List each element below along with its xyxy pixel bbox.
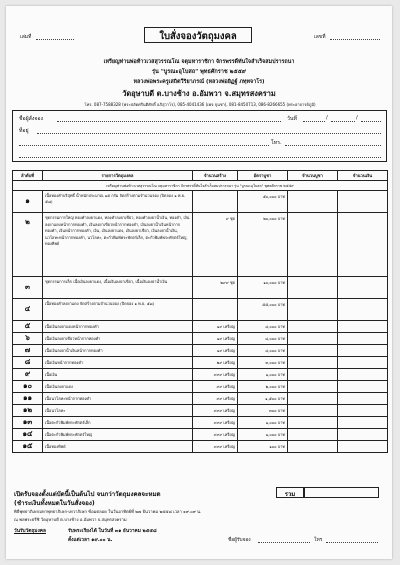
intro-line3: หลวงพ่อพระครูเสถิตวีริยาภรณ์ (หลวงพ่อยิฏฐ์ ภทฺทจาโร)	[133, 79, 265, 85]
row-amount-input[interactable]	[338, 393, 388, 405]
row-no: ๑	[13, 191, 43, 213]
table-row	[13, 321, 388, 333]
row-item: เนื้อเงินลงยาแดง	[43, 381, 193, 393]
row-amount-input[interactable]	[338, 191, 388, 213]
intro-line2: รุ่น "บูรณะอุโบสถ" พุทธศักราช ๒๕๕๙	[152, 69, 246, 75]
row-amount-input[interactable]	[338, 429, 388, 441]
row-amount-input[interactable]	[338, 357, 388, 369]
row-item: เนื้อนวโลหะหน้ากากทองคำ	[43, 393, 193, 405]
row-order-qty-input[interactable]	[288, 429, 338, 441]
table-row	[13, 381, 388, 393]
row-price: ๕๕,๐๐๐ บาท	[238, 299, 288, 321]
row-item: เนื้อเงินลงยาน้ำเงินหน้ากากทองคำ	[43, 345, 193, 357]
row-no: ๔	[13, 299, 43, 321]
row-item: เนื้อตะกั่วพิมพ์พระพักตร์เล็ก	[43, 417, 193, 429]
row-order-qty-input[interactable]	[288, 191, 338, 213]
row-price: ๑,๕๐๐ บาท	[238, 393, 288, 405]
phone-input[interactable]	[285, 145, 381, 146]
header-order-qty: จำนวนบูชา	[288, 171, 338, 181]
date-day-input[interactable]	[303, 121, 325, 122]
row-amount-input[interactable]	[338, 381, 388, 393]
row-price: ๓,๐๐๐ บาท	[238, 357, 288, 369]
row-price: ๑๐๐ บาท	[238, 441, 288, 453]
total-label-box	[276, 487, 304, 498]
form-title: ใบสั่งจองวัตถุมงคล	[159, 31, 237, 42]
row-price: ๑๐,๐๐๐ บาท	[238, 277, 288, 299]
ceremony-line2: ณ พลพระธรีชิ วัดอุษาบดี ต.บางช้าง อ.อัมพวา จ.สมุทรสงคราม	[14, 517, 127, 522]
table-subtitle: เหรียญท่านพ่อท้าวเวสสุวรรณโณ จตุมหาราชิกา จักรพรรดิ์ทันใจสำเร็จสมปรารถนา รุ่น "บูรณะอุโบสถ" พุทธศักราช ๒๕๕๙	[13, 181, 388, 191]
doc-no-line[interactable]	[330, 39, 380, 40]
row-item: เนื้อตะกั่วพิมพ์พระพักตร์ใหญ่	[43, 429, 193, 441]
row-price: ๒๐,๐๐๐ บาท	[238, 213, 288, 277]
row-price: ๔,๐๐๐ บาท	[238, 333, 288, 345]
order-form-page	[6, 6, 392, 559]
row-order-qty-input[interactable]	[288, 369, 338, 381]
row-item: เนื้อเงินลงยาแดงหน้ากากทองคำ	[43, 321, 193, 333]
book-no-line[interactable]	[36, 39, 74, 40]
header-qty: จำนวนสร้าง	[193, 171, 238, 181]
row-qty: ๒๙๙ ชุด	[193, 277, 238, 299]
total-amount-field[interactable]	[304, 487, 379, 498]
row-amount-input[interactable]	[338, 333, 388, 345]
table-header-row	[13, 171, 388, 181]
row-no: ๑๑	[13, 393, 43, 405]
row-no: ๘	[13, 357, 43, 369]
pickup-label: วันรับวัตถุมงคล	[14, 529, 46, 534]
row-qty: ๙๙ เหรียญ	[193, 381, 238, 393]
row-item: เนื้อเงินลงยาเขียวหน้ากากทองคำ	[43, 333, 193, 345]
row-amount-input[interactable]	[338, 405, 388, 417]
row-order-qty-input[interactable]	[288, 277, 338, 299]
name-label: ชื่อผู้สั่งจอง	[19, 116, 44, 122]
total-label: รวม	[284, 491, 296, 498]
row-order-qty-input[interactable]	[288, 441, 338, 453]
header-no: ลำดับที่	[13, 171, 43, 181]
row-order-qty-input[interactable]	[288, 357, 338, 369]
row-item: เนื้อทองคำลงยาแดง จัดสร้างตามจำนวนจอง (ปิดจอง ๑ พ.ย. ๕๘)	[43, 299, 193, 321]
date-separator-1: /	[326, 115, 328, 121]
row-no: ๑๕	[13, 441, 43, 453]
signature-label: ชื่อผู้รับจอง	[228, 538, 251, 543]
row-no: ๕	[13, 321, 43, 333]
signature-phone-label: โทร	[314, 538, 323, 543]
row-qty: ๙๙๙ เหรียญ	[193, 429, 238, 441]
row-no: ๙	[13, 369, 43, 381]
row-order-qty-input[interactable]	[288, 417, 338, 429]
row-no: ๑๐	[13, 381, 43, 393]
row-qty	[193, 299, 238, 321]
row-order-qty-input[interactable]	[288, 405, 338, 417]
row-qty: ๙๙๙ เหรียญ	[193, 369, 238, 381]
notice-line1: เปิดรับจองตั้งแต่บัดนี้เป็นต้นไป จนกว่าวัตถุมงคลจะหมด	[14, 491, 161, 498]
table-row	[13, 369, 388, 381]
row-qty: ๒๙ เหรียญ	[193, 357, 238, 369]
row-qty: ๙๙๙ เหรียญ	[193, 405, 238, 417]
row-order-qty-input[interactable]	[288, 333, 338, 345]
row-amount-input[interactable]	[338, 345, 388, 357]
row-item: เนื้อทองคำบริสุทธิ์ น้ำหนักประมาณ ๑๕ กรัม จัดสร้างตามจำนวนจอง (ปิดจอง ๑ พ.ย. ๕๘)	[43, 191, 193, 213]
row-order-qty-input[interactable]	[288, 381, 338, 393]
row-qty: ๙๙๙ เหรียญ	[193, 441, 238, 453]
row-no: ๓	[13, 277, 43, 299]
doc-no-label: เลขที่	[314, 34, 326, 40]
row-amount-input[interactable]	[338, 213, 388, 277]
row-price: ๑,๐๐๐ บาท	[238, 417, 288, 429]
row-price: ๔,๐๐๐ บาท	[238, 321, 288, 333]
form-title-box	[144, 27, 252, 43]
row-qty	[193, 191, 238, 213]
header-item: รายการวัตถุมงคล	[43, 171, 193, 181]
row-price: ๑,๐๐๐ บาท	[238, 429, 288, 441]
ceremony-line1: พิธีพุทธาภิเษกมหาพุทธาภิเษก-เทวาภิเษก ซ้อมตลอด ในวันอาทิตย์ที่ ๒๗ ธันวาคม ๒๕๕๘ เวลา ๑๙.๐๙ น.	[14, 509, 202, 514]
row-amount-input[interactable]	[338, 417, 388, 429]
row-no: ๑๒	[13, 405, 43, 417]
row-no: ๑๔	[13, 429, 43, 441]
address-input-2[interactable]	[19, 145, 269, 146]
date-label: วันที่	[287, 116, 297, 122]
row-order-qty-input[interactable]	[288, 345, 338, 357]
table-subtitle-row	[13, 181, 388, 191]
temple-name: วัดอุษาบดี ต.บางช้าง อ.อัมพวา จ.สมุทรสงคราม	[122, 89, 276, 98]
table-row	[13, 405, 388, 417]
address-input-1[interactable]	[37, 133, 381, 134]
row-price: ๓๐๐ บาท	[238, 405, 288, 417]
pickup-line1: รับพระเรียงได้ ในวันที่ ๓๑ ธันวาคม ๒๕๕๘	[68, 529, 157, 534]
row-no: ๒	[13, 213, 43, 277]
items-table	[12, 170, 388, 453]
row-amount-input[interactable]	[338, 277, 388, 299]
row-qty: ๑๙ เหรียญ	[193, 321, 238, 333]
date-year-input[interactable]	[361, 121, 381, 122]
row-qty: ๙๙ เหรียญ	[193, 393, 238, 405]
table-row	[13, 345, 388, 357]
customer-info-box	[12, 110, 387, 162]
row-no: ๑๓	[13, 417, 43, 429]
address-label: ที่อยู่	[19, 128, 29, 134]
intro-line1: เหรียญท่านพ่อท้าวเวสสุวรรณโณ จตุมหาราชิกา จักรพรรดิ์ทันใจสำเร็จสมปรารถนา	[103, 59, 295, 65]
table-row	[13, 429, 388, 441]
date-separator-2: /	[356, 115, 358, 121]
table-row	[13, 277, 388, 299]
signature-input[interactable]	[258, 542, 310, 543]
row-amount-input[interactable]	[338, 299, 388, 321]
table-row	[13, 191, 388, 213]
row-item: เนื้อเงินหน้ากากทองคำ	[43, 357, 193, 369]
row-price: ๔,๐๐๐ บาท	[238, 345, 288, 357]
row-amount-input[interactable]	[338, 441, 388, 453]
row-price: ๕๐,๐๐๐ บาท	[238, 191, 288, 213]
row-item: ชุดกรรมการเล็ก เนื้อเงินลงยาแดง, เนื้อเงินลงยาเขียว, เนื้อเงินลงยาน้ำเงิน	[43, 277, 193, 299]
row-no: ๗	[13, 345, 43, 357]
table-row	[13, 213, 388, 277]
phone-label: โทร.	[271, 140, 282, 146]
row-qty: ๙๙๙ เหรียญ	[193, 417, 238, 429]
pickup-line2: ตั้งแต่เวลา ๑๙.๐๐ น.	[68, 538, 113, 543]
table-row	[13, 333, 388, 345]
contact-phones: โทร. 087-7588328 (พระปลัดศรีนติศักดิ์ อภิสุวาโร), 085-4041436 (เพจ จุนชา), 081-8450713, 086-8266655 (พระอาจารย์ภูมิ)	[84, 102, 316, 107]
row-order-qty-input[interactable]	[288, 299, 338, 321]
book-no-label: เล่มที่	[20, 34, 32, 40]
row-order-qty-input[interactable]	[288, 393, 338, 405]
row-qty: ๑๙ เหรียญ	[193, 345, 238, 357]
signature-phone-input[interactable]	[326, 542, 378, 543]
row-item: ชุดกรรมการใหญ่ ทองคำลงยาแดง, ทองคำลงยาเขียว, ทองคำลงยาน้ำเงิน, ทองคำ, เงินลงยาแดงหน้ากากทองคำ, เงินลงยาเขียวหน้ากากทองคำ, เงินลงยาน้ำเงินหน้ากากทองคำ, เงินหน้ากากทองคำ, เงิน, เงินลงยาแดง, เงินลงยาเขียว, เงินลงยาน้ำเงิน, นวโลหะหน้ากากทองคำ, นวโลหะ, ตะกั่วพิมพ์พระพักตร์เล็ก, ตะกั่วพิมพ์พระพักตร์ใหญ่, ทองทิพย์	[43, 213, 193, 277]
table-row	[13, 299, 388, 321]
row-amount-input[interactable]	[338, 321, 388, 333]
row-amount-input[interactable]	[338, 369, 388, 381]
date-month-input[interactable]	[331, 121, 355, 122]
address-input-3[interactable]	[19, 157, 381, 158]
table-row	[13, 393, 388, 405]
table-row	[13, 417, 388, 429]
row-item: เนื้อเงิน	[43, 369, 193, 381]
row-price: ๒,๐๐๐ บาท	[238, 381, 288, 393]
table-row	[13, 441, 388, 453]
name-input[interactable]	[57, 121, 281, 122]
row-item: เนื้อทองทิพย์	[43, 441, 193, 453]
row-item: เนื้อนวโลหะ	[43, 405, 193, 417]
row-no: ๖	[13, 333, 43, 345]
header-price: อัตราบูชา	[238, 171, 288, 181]
row-qty: ๑๙ เหรียญ	[193, 333, 238, 345]
row-order-qty-input[interactable]	[288, 321, 338, 333]
header-amount: จำนวนเงิน	[338, 171, 388, 181]
row-qty: ๙ ชุด	[193, 213, 238, 277]
table-row	[13, 357, 388, 369]
row-order-qty-input[interactable]	[288, 213, 338, 277]
notice-line2: (ชำระเงินทั้งหมดในวันสั่งจอง)	[14, 500, 95, 507]
row-price: ๑,๐๐๐ บาท	[238, 369, 288, 381]
